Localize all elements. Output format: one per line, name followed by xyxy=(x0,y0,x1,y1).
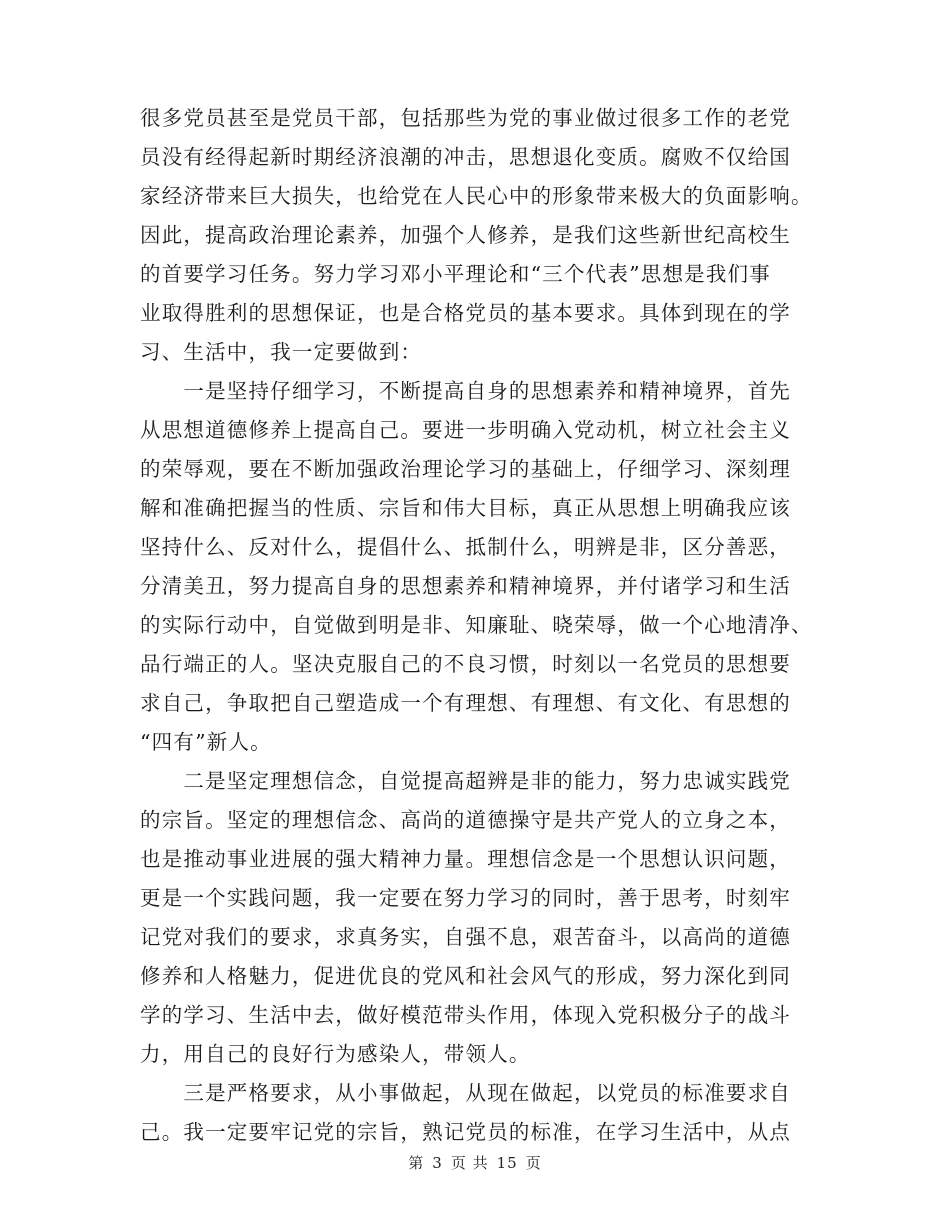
text-line: 己。我一定要牢记党的宗旨，熟记党员的标准，在学习生活中，从点 xyxy=(140,1120,791,1144)
text-line: “四有”新人。 xyxy=(140,730,272,754)
text-line: 学的学习、生活中去，做好模范带头作用，体现入党积极分子的战斗 xyxy=(140,1003,791,1027)
page-footer xyxy=(0,1152,950,1173)
text-line: 记党对我们的要求，求真务实，自强不息，艰苦奋斗，以高尚的道德 xyxy=(140,925,791,949)
text-line: 的荣辱观，要在不断加强政治理论学习的基础上，仔细学习、深刻理 xyxy=(140,457,791,481)
text-line: 的宗旨。坚定的理想信念、高尚的道德操守是共产党人的立身之本， xyxy=(140,808,791,832)
text-line: 的实际行动中，自觉做到明是非、知廉耻、晓荣辱，做一个心地清净、 xyxy=(140,613,813,637)
text-line: 的首要学习任务。努力学习邓小平理论和“三个代表”思想是我们事 xyxy=(140,262,771,286)
text-line: 很多党员甚至是党员干部，包括那些为党的事业做过很多工作的老党 xyxy=(140,106,791,130)
text-line: 更是一个实践问题，我一定要在努力学习的同时，善于思考，时刻牢 xyxy=(140,886,791,910)
text-line: 求自己，争取把自己塑造成一个有理想、有理想、有文化、有思想的 xyxy=(140,691,791,715)
text-line: 二是坚定理想信念，自觉提高超辨是非的能力，努力忠诚实践党 xyxy=(140,769,791,793)
footer-suffix: 页 xyxy=(525,1154,542,1172)
text-line: 从思想道德修养上提高自己。要进一步明确入党动机，树立社会主义 xyxy=(140,418,791,442)
footer-total-pages: 15 xyxy=(496,1154,518,1172)
text-line: 家经济带来巨大损失，也给党在人民心中的形象带来极大的负面影响。 xyxy=(140,184,813,208)
text-line: 习、生活中，我一定要做到： xyxy=(140,340,423,364)
text-line: 解和准确把握当的性质、宗旨和伟大目标，真正从思想上明确我应该 xyxy=(140,496,791,520)
footer-page-number: 3 xyxy=(432,1154,443,1172)
document-body xyxy=(140,99,820,1152)
text-line: 品行端正的人。坚决克服自己的不良习惯，时刻以一名党员的思想要 xyxy=(140,652,791,676)
text-line: 坚持什么、反对什么，提倡什么、抵制什么，明辨是非，区分善恶， xyxy=(140,535,791,559)
text-line: 分清美丑，努力提高自身的思想素养和精神境界，并付诸学习和生活 xyxy=(140,574,791,598)
footer-middle: 页 共 xyxy=(450,1154,489,1172)
text-line: 三是严格要求，从小事做起，从现在做起，以党员的标准要求自 xyxy=(140,1081,791,1105)
text-line: 业取得胜利的思想保证，也是合格党员的基本要求。具体到现在的学 xyxy=(140,301,791,325)
text-line: 也是推动事业进展的强大精神力量。理想信念是一个思想认识问题， xyxy=(140,847,791,871)
footer-prefix: 第 xyxy=(408,1154,425,1172)
text-line: 一是坚持仔细学习，不断提高自身的思想素养和精神境界，首先 xyxy=(140,379,791,403)
text-line: 员没有经得起新时期经济浪潮的冲击，思想退化变质。腐败不仅给国 xyxy=(140,145,791,169)
text-line: 修养和人格魅力，促进优良的党风和社会风气的形成，努力深化到同 xyxy=(140,964,791,988)
text-line: 力，用自己的良好行为感染人，带领人。 xyxy=(140,1042,531,1066)
text-line: 因此，提高政治理论素养，加强个人修养，是我们这些新世纪高校生 xyxy=(140,223,791,247)
